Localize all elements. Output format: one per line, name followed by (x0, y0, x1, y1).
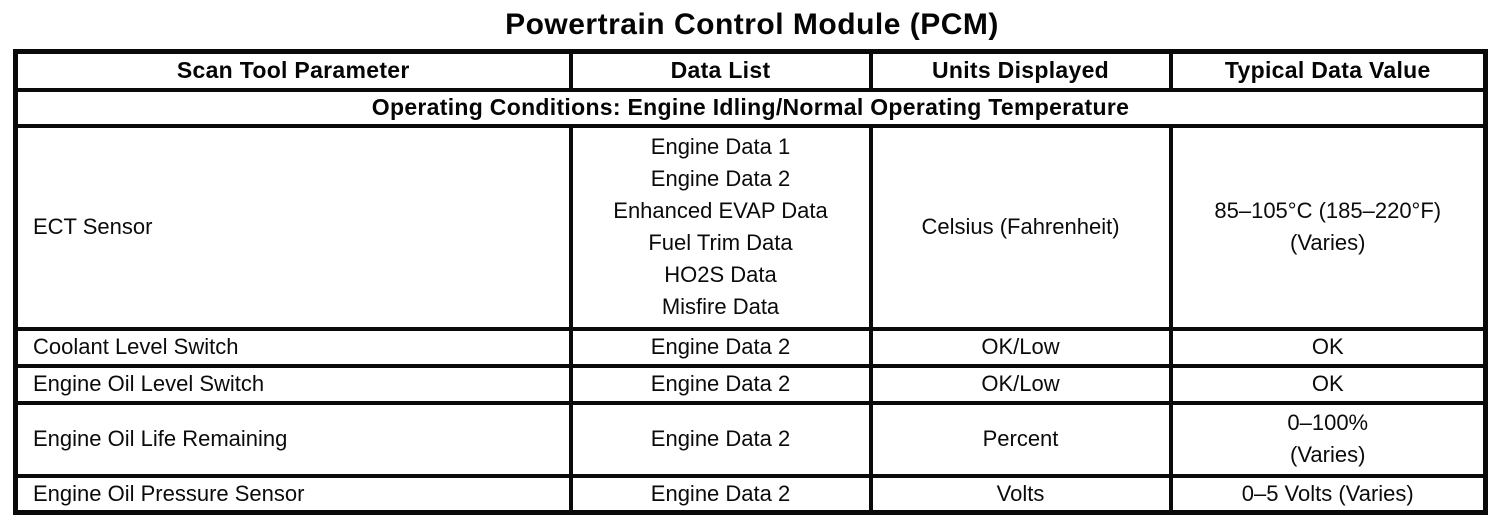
cell-line: (Varies) (1290, 442, 1366, 467)
parameter-cell: Coolant Level Switch (16, 329, 571, 366)
units-cell: OK/Low (871, 329, 1171, 366)
cell-line: Engine Data 2 (650, 334, 791, 359)
cell-line: Engine Data 2 (650, 480, 791, 506)
column-header-data-list: Data List (571, 52, 871, 90)
table-row-engine-oil-life-remaining (16, 403, 1486, 476)
column-header-row (16, 52, 1486, 90)
cell-line: Enhanced EVAP Data (613, 198, 828, 223)
typical-value-cell (1171, 329, 1486, 366)
data-list-cell (571, 329, 871, 366)
parameter-cell: Engine Oil Pressure Sensor (16, 476, 571, 513)
units-cell: Celsius (Fahrenheit) (871, 126, 1171, 329)
pcm-table (13, 49, 1488, 515)
data-list-cell (571, 403, 871, 476)
parameter-cell: ECT Sensor (16, 126, 571, 329)
typical-value-cell (1171, 366, 1486, 403)
typical-value-cell (1171, 476, 1486, 513)
cell-line: Engine Data 1 (650, 134, 791, 159)
cell-line: Fuel Trim Data (648, 230, 793, 255)
data-list-cell (571, 126, 871, 329)
operating-conditions-row (16, 90, 1486, 126)
table-row-engine-oil-pressure-sensor (16, 476, 1486, 513)
parameter-cell: Engine Oil Level Switch (16, 366, 571, 403)
column-header-scan-tool-parameter: Scan Tool Parameter (16, 52, 571, 90)
cell-line: 0–100% (1287, 410, 1369, 435)
typical-value-cell (1171, 126, 1486, 329)
cell-line: HO2S Data (664, 262, 777, 287)
units-cell: OK/Low (871, 366, 1171, 403)
column-header-typical-data-value: Typical Data Value (1171, 52, 1486, 90)
table-row-engine-oil-level-switch (16, 366, 1486, 403)
cell-line: OK (1311, 371, 1344, 396)
table-row-coolant-level-switch (16, 329, 1486, 366)
cell-line: Misfire Data (661, 294, 780, 319)
cell-line: Engine Data 2 (650, 426, 791, 451)
data-list-cell (571, 476, 871, 513)
parameter-cell: Engine Oil Life Remaining (16, 403, 571, 476)
cell-line: 85–105°C (185–220°F) (1214, 198, 1442, 223)
cell-line: (Varies) (1290, 230, 1366, 255)
table-row-ect-sensor (16, 126, 1486, 329)
column-header-units-displayed: Units Displayed (871, 52, 1171, 90)
units-cell: Percent (871, 403, 1171, 476)
operating-conditions-label: Operating Conditions: Engine Idling/Normal Operating Temperature (16, 90, 1486, 126)
cell-line: OK (1311, 334, 1344, 359)
cell-line: Engine Data 2 (650, 371, 791, 396)
cell-line: 0–5 Volts (Varies) (1241, 480, 1414, 506)
units-cell: Volts (871, 476, 1171, 513)
page-title: Powertrain Control Module (PCM) (505, 8, 999, 41)
cell-line: Engine Data 2 (650, 166, 791, 191)
typical-value-cell (1171, 403, 1486, 476)
data-list-cell (571, 366, 871, 403)
